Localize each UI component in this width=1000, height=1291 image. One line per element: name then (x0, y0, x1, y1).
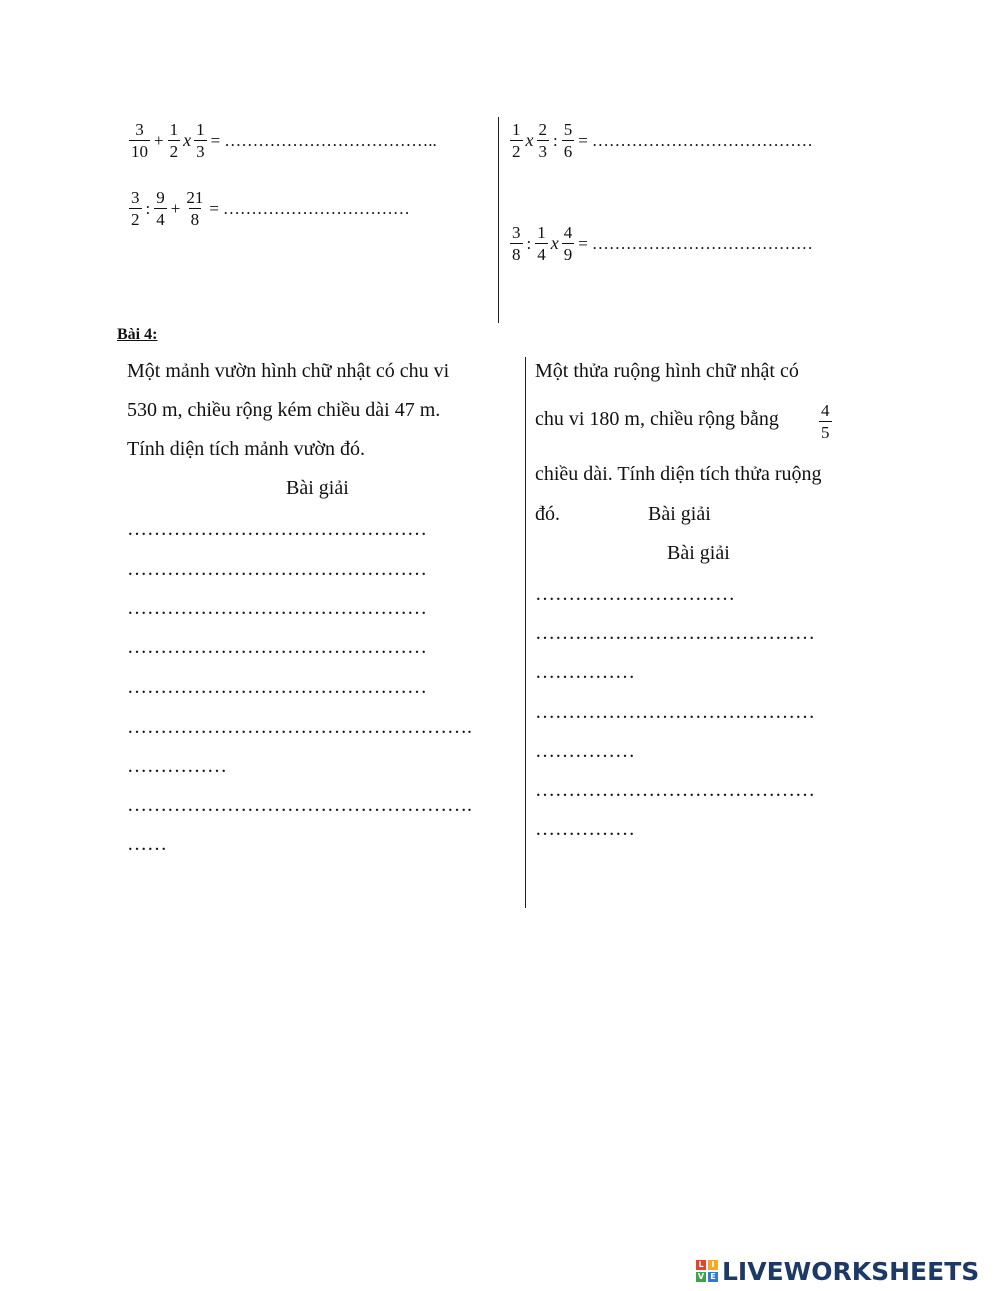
fraction (129, 121, 150, 160)
fraction (168, 121, 181, 160)
answer-line[interactable]: …………… (535, 740, 635, 762)
logo-mark-tile: V (697, 1272, 705, 1281)
numerator: 9 (156, 188, 165, 207)
expression-right-1 (509, 121, 813, 160)
answer-line[interactable]: …………… (127, 755, 227, 777)
numerator: 4 (563, 223, 573, 242)
fraction (194, 121, 207, 160)
denominator: 9 (563, 245, 573, 264)
denominator: 4 (156, 210, 165, 229)
operator: : (553, 130, 558, 150)
solution-label: Bài giải (286, 477, 349, 499)
fraction (537, 121, 550, 160)
operator: x (183, 130, 192, 150)
denominator: 2 (512, 142, 521, 161)
denominator: 8 (190, 210, 200, 229)
answer-line[interactable]: …………… (535, 818, 635, 840)
answer-blank[interactable]: ………………………………… (591, 233, 813, 253)
operator: + (170, 198, 181, 218)
answer-blank[interactable]: ………………………………… (591, 130, 813, 150)
answer-line[interactable]: …………………………………… (535, 622, 815, 644)
numerator: 1 (169, 120, 179, 139)
operator: + (154, 130, 164, 150)
brand-name: LIVEWORKSHEETS (722, 1256, 980, 1286)
denominator: 2 (169, 142, 179, 161)
answer-line[interactable]: ………………………… (535, 583, 735, 605)
numerator: 3 (135, 120, 144, 139)
fraction (510, 121, 523, 160)
answer-line[interactable]: ……………………………………… (127, 636, 427, 658)
answer-line[interactable]: ……………………………………… (127, 597, 427, 619)
answer-line[interactable]: ……………………………………… (127, 558, 427, 580)
exercise-4-divider (525, 357, 526, 908)
problem-line: chiều dài. Tính diện tích thửa ruộng (535, 463, 822, 485)
numerator: 2 (538, 120, 547, 139)
fraction-four-fifths: $\frac{4}{5}$ (821, 401, 830, 442)
fraction (184, 189, 205, 228)
logo-mark-icon (696, 1260, 718, 1282)
numerator: 1 (512, 120, 521, 139)
fraction (562, 121, 575, 160)
answer-line[interactable]: ……………………………………………. (127, 794, 472, 816)
answer-line[interactable]: …………………………………… (535, 779, 815, 801)
exercise-4-title: Bài 4: (117, 326, 158, 343)
denominator: 3 (196, 142, 205, 161)
denominator: 8 (512, 245, 521, 264)
answer-line[interactable]: ……………………………………… (127, 518, 427, 540)
logo-mark-tile: I (708, 1260, 718, 1270)
operator: = (578, 233, 588, 253)
liveworksheets-logo[interactable] (696, 1256, 979, 1286)
numerator: 1 (537, 223, 546, 242)
problem-line: 530 m, chiều rộng kém chiều dài 47 m. (127, 399, 441, 421)
logo-mark-tile: L (696, 1260, 706, 1270)
problem-line: Một thửa ruộng hình chữ nhật có (535, 360, 799, 382)
denominator: 2 (131, 210, 140, 229)
answer-line[interactable]: ……………………………………… (127, 676, 427, 698)
operator: : (526, 233, 532, 253)
expression-right-2 (509, 224, 813, 263)
operator: = (210, 130, 221, 150)
problem-line: Tính diện tích mảnh vườn đó. (127, 438, 366, 460)
exercise-3-divider (498, 117, 499, 323)
operator: : (145, 198, 151, 218)
answer-line[interactable]: …… (127, 833, 167, 855)
operator: = (578, 130, 588, 150)
answer-line[interactable]: ……………………………………………. (127, 716, 472, 738)
answer-blank[interactable]: ……………………………….. (224, 130, 437, 150)
denominator: 10 (131, 142, 148, 161)
operator: = (209, 198, 219, 218)
problem-line: đó. (535, 503, 560, 525)
expression-left-1 (128, 121, 437, 160)
fraction (129, 189, 142, 228)
denominator: 3 (538, 142, 547, 161)
logo-mark-tile: E (708, 1272, 718, 1282)
problem-line: Một mảnh vườn hình chữ nhật có chu vi (127, 360, 450, 382)
numerator: 3 (512, 223, 521, 242)
numerator: 21 (186, 188, 204, 207)
numerator: 5 (563, 120, 573, 139)
numerator: 1 (196, 120, 205, 139)
fraction (535, 224, 548, 263)
fraction (154, 189, 167, 228)
inline-solution-label: Bài giải (648, 503, 711, 525)
operator: x (525, 130, 534, 150)
answer-line[interactable]: …………… (535, 661, 635, 683)
fraction (562, 224, 575, 263)
expression-left-2 (128, 189, 410, 228)
solution-label: Bài giải (667, 542, 730, 564)
fraction (510, 224, 523, 263)
problem-line: chu vi 180 m, chiều rộng bằng (535, 408, 779, 430)
operator: x (550, 233, 559, 253)
answer-line[interactable]: …………………………………… (535, 701, 815, 723)
answer-blank[interactable]: …………………………… (222, 198, 410, 218)
numerator: 3 (131, 188, 140, 207)
denominator: 6 (563, 142, 573, 161)
denominator: 4 (537, 245, 546, 264)
